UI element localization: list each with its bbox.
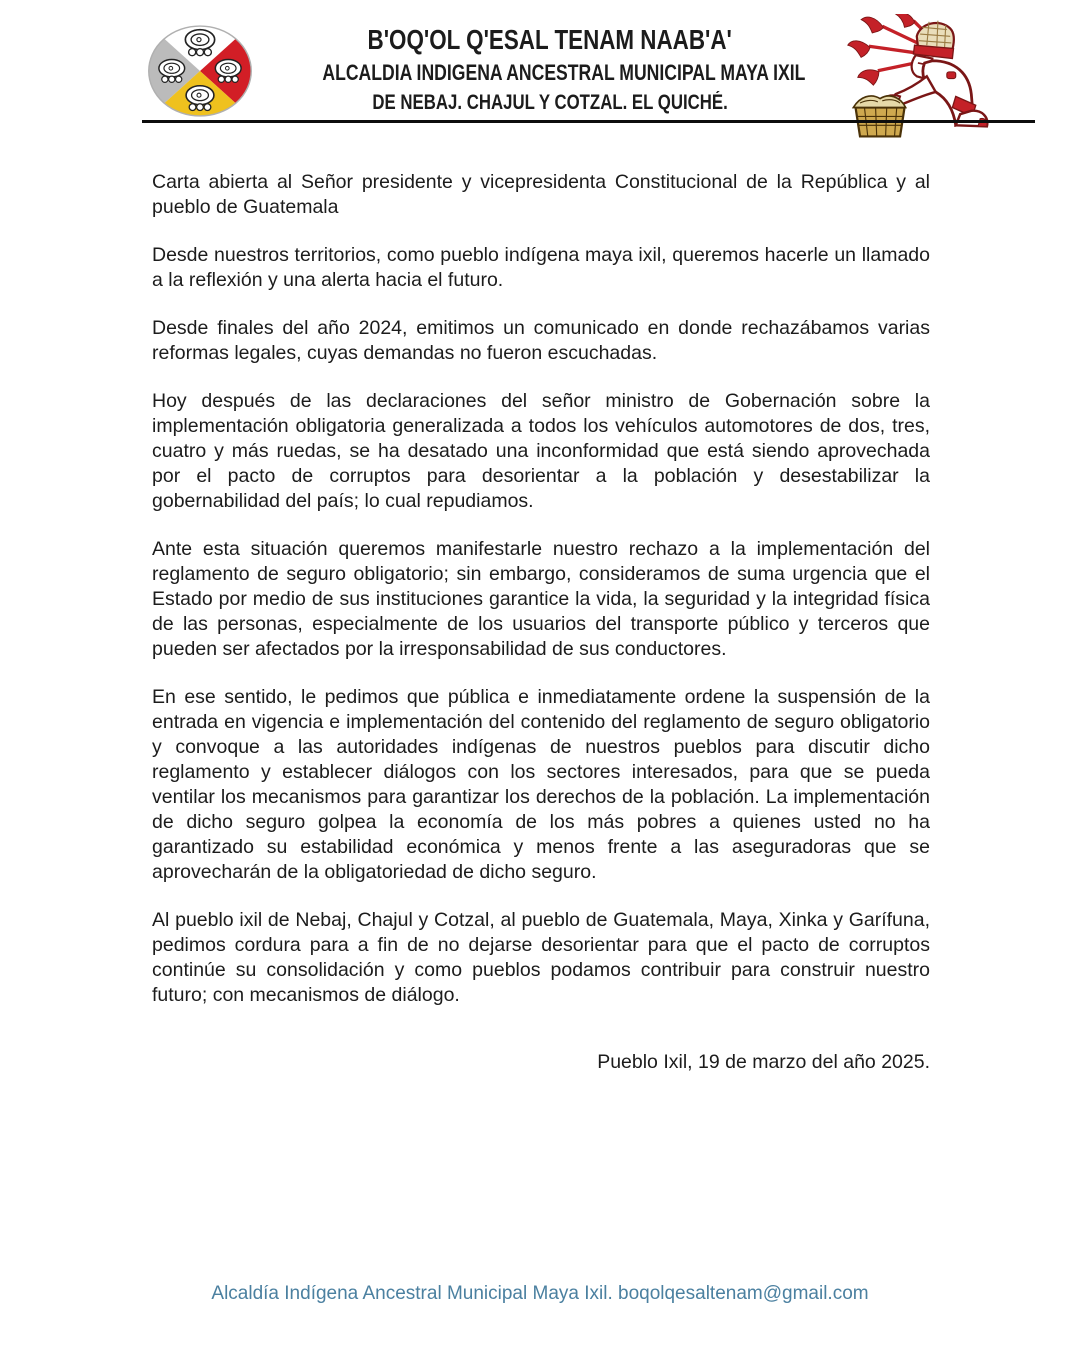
letter-paragraph-7: Al pueblo ixil de Nebaj, Chajul y Cotzal, al pueblo de Guatemala, Maya, Xinka y Garífuna, pedimos cordura para a fin de no dejarse desorientar para que el pacto de corruptos continúe su consolidación y como pueblos podamos contribuir para construir nuestro futuro; con mecanismos de diálogo. <box>152 909 930 1006</box>
maya-emblem-icon <box>147 25 253 117</box>
letterhead <box>0 0 1080 150</box>
letter-paragraph-3: Desde finales del año 2024, emitimos un comunicado en donde rechazábamos varias reformas legales, cuyas demandas no fueron escuchadas. <box>152 317 930 364</box>
letter-paragraph-2: Desde nuestros territorios, como pueblo indígena maya ixil, queremos hacerle un llamado a la reflexión y una alerta hacia el futuro. <box>152 244 930 291</box>
letter-paragraph-5: Ante esta situación queremos manifestarle nuestro rechazo a la implementación del reglamento de seguro obligatorio; sin embargo, consideramos de suma urgencia que el Estado por medio de sus instituciones garantice la vida, la seguridad y la integridad física de las personas, especialmente de los usuarios del transporte público y terceros que pueden ser afectados por la irresponsabilidad de sus conductores. <box>152 538 930 660</box>
date-line: Pueblo Ixil, 19 de marzo del año 2025. <box>597 1051 930 1073</box>
letter-paragraph-4: Hoy después de las declaraciones del señor ministro de Gobernación sobre la implementación obligatoria generalizada a todos los vehículos automotores de dos, tres, cuatro y más ruedas, se ha desatado una inconformidad que está siendo aprovechada por el pacto de corruptos para desorientar a la población y desestabilizar la gobernabilidad del país; lo cual repudiamos. <box>152 390 930 512</box>
letter-body <box>152 170 930 1075</box>
org-title: B'OQ'OL Q'ESAL TENAM NAAB'A' <box>367 24 733 55</box>
letter-paragraph-6: En ese sentido, le pedimos que pública e inmediatamente ordene la suspensión de la entrada en vigencia e implementación del contenido del reglamento de seguro obligatorio y convoque a las autoridades indígenas de nuestros pueblos para discutir dicho reglamento y establecer diálogos con los sectores interesados, para que se pueda ventilar los mecanismos para garantizar los derechos de la población. La implementación de dicho seguro golpea la economía de los más pobres a quienes usted no ha garantizado su estabilidad económica y menos frente a las aseguradoras que se aprovecharán de la obligatoriedad de dicho seguro. <box>152 686 930 883</box>
org-subtitle-1: ALCALDIA INDIGENA ANCESTRAL MUNICIPAL MAYA IXIL <box>322 60 806 86</box>
org-subtitle-2: DE NEBAJ. CHAJUL Y COTZAL. EL QUICHÉ. <box>372 90 728 114</box>
footer-contact: Alcaldía Indígena Ancestral Municipal Maya Ixil. boqolqesaltenam@gmail.com <box>211 1283 869 1304</box>
letter-paragraph-1: Carta abierta al Señor presidente y vicepresidenta Constitucional de la República y al pueblo de Guatemala <box>152 171 930 218</box>
letterhead-titles <box>262 24 838 115</box>
letterhead-divider <box>142 120 1035 123</box>
